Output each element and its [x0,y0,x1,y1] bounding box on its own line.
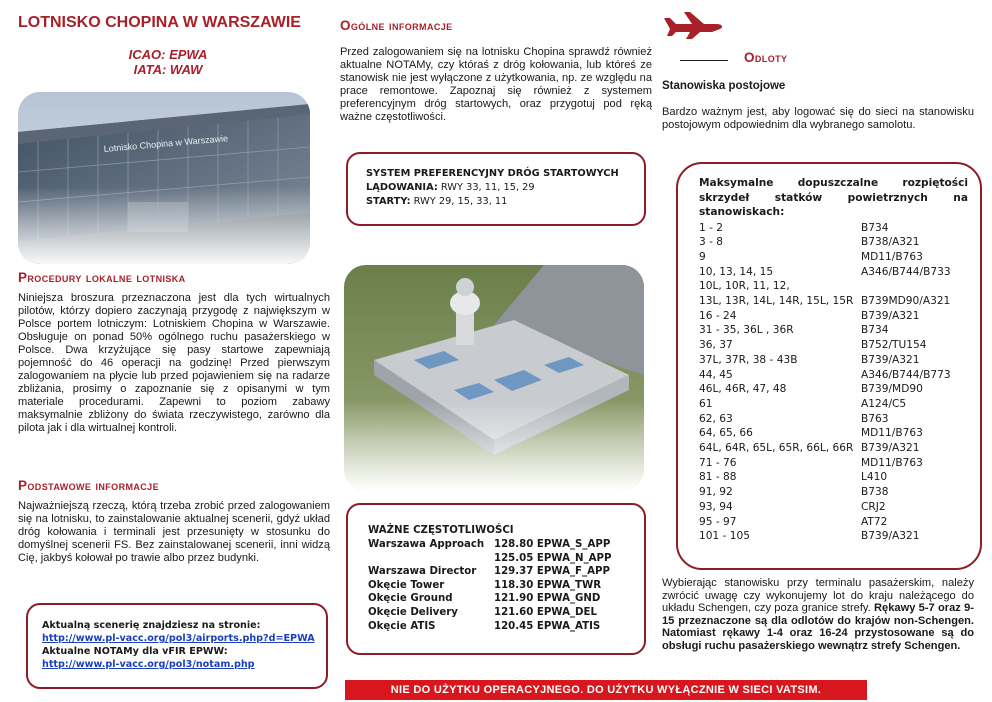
links-box [26,603,328,689]
max-aircraft-type: B739/A321 [861,309,920,322]
scenery-label: Aktualną scenerię znajdziesz na stronie: [42,620,261,631]
max-aircraft-type: B739/MD90 [861,383,923,396]
frequency-row: Warszawa Director 129.37 EPWA_F_APP [368,566,610,578]
schengen-text-bold: Rękawy 5-7 oraz 9-15 przeznaczone są dla odlotów do krajów non-Schengen. Natomiast rękawy 1-4 oraz 16-24 przystosowane są do obsługi ruchu pasażerskiego wewnątrz strefy Schengen. [662,602,974,652]
max-aircraft-type: B734 [861,324,889,337]
stands-text: Bardzo ważnym jest, aby logować się do sieci na stanowisku postojowym odpowiednim dla wybranego samolotu. [662,106,974,131]
max-aircraft-type: A346/B744/B733 [861,265,951,278]
airplane-departure-icon [662,10,724,40]
general-info-text: Przed zalogowaniem się na lotnisku Chopina sprawdź również aktualne NOTAMy, czy któraś z dróg kołowania, lub któreś ze stanowisk nie jest wyłączone z użytkowania, np. ze względu na prace remontowe. Zapoznaj się również z systemem preferencyjnym dróg startowych, oraz przygotuj pod ręką ważne częstotliwości. [340,46,652,123]
stand-numbers: 10L, 10R, 11, 12, [699,280,790,293]
frequencies-title: WAŻNE CZĘSTOTLIWOŚCI [368,525,514,536]
stand-numbers: 93, 94 [699,500,733,513]
max-aircraft-type: A346/B744/B773 [861,368,951,381]
wingspan-row [699,426,968,441]
basic-info-heading: Podstawowe informacje [18,478,159,493]
wingspan-row [699,515,968,530]
wingspan-row [699,294,968,309]
frequencies-table [368,538,644,633]
landings-label: LĄDOWANIA: [366,182,438,193]
wingspan-row [699,470,968,485]
wingspan-row [699,323,968,338]
stands-heading: Stanowiska postojowe [662,80,786,92]
wingspan-table [699,221,968,544]
wingspan-row [699,397,968,412]
wingspan-row [699,382,968,397]
stand-numbers: 9 [699,250,706,263]
airport-aerial-photo [344,265,644,490]
departures-heading: Odloty [744,50,788,65]
max-aircraft-type: CRJ2 [861,500,886,513]
max-aircraft-type: MD11/B763 [861,427,923,440]
wingspan-row [699,441,968,456]
page-title: LOTNISKO CHOPINA W WARSZAWIE [18,14,301,31]
max-aircraft-type: L410 [861,471,888,484]
wingspan-row [699,338,968,353]
max-aircraft-type: MD11/B763 [861,250,923,263]
general-info-heading: Ogólne informacje [340,18,453,33]
max-aircraft-type: B739/A321 [861,530,920,543]
max-aircraft-type: B739/A321 [861,353,920,366]
schengen-text [662,577,974,653]
max-aircraft-type: MD11/B763 [861,456,923,469]
procedures-text: Niniejsza broszura przeznaczona jest dla tych wirtualnych pilotów, którzy dopiero zaczynają przygodę z największym w Polsce portem lotniczym: Lotniskiem Chopina w Warszawie. Obsługuje on ponad 50% ogólnego ruchu pasażerskiego w Polsce. Dwa krzyżujące się pasy startowe zapewniają pojemność do 46 operacji na godzinę! Przed pierwszym zalogowaniem na płycie lub przed pojawieniem się na radarze zbliżania, prosimy o zapoznanie się z opisanymi w tym materiale procedurami. Zapewni to poziom zabawy maksymalnie zbliżony do świata rzeczywistego, zarówno dla pilota jak i dla wirtualnej kontroli. [18,292,330,434]
wingspan-row [699,368,968,383]
icao-code: ICAO: EPWA [128,47,208,62]
runway-box-title: SYSTEM PREFERENCYJNY DRÓG STARTOWYCH [366,168,619,179]
stand-numbers: 36, 37 [699,339,733,352]
stand-numbers: 95 - 97 [699,515,737,528]
max-aircraft-type: B739/A321 [861,442,920,455]
disclaimer-banner: NIE DO UŻYTKU OPERACYJNEGO. DO UŻYTKU WYŁĄCZNIE W SIECI VATSIM. [345,680,867,700]
frequency-row: Okęcie Delivery 121.60 EPWA_DEL [368,606,597,618]
stand-numbers: 44, 45 [699,368,733,381]
wingspan-row [699,250,968,265]
stand-numbers: 3 - 8 [699,236,724,249]
max-aircraft-type: B738 [861,486,889,499]
wingspan-row [699,221,968,236]
max-aircraft-type: B763 [861,412,889,425]
stand-numbers: 31 - 35, 36L , 36R [699,324,794,337]
takeoffs-label: STARTY: [366,196,411,207]
frequency-row: Okęcie Tower 118.30 EPWA_TWR [368,579,602,591]
stand-numbers: 16 - 24 [699,309,737,322]
stand-numbers: 62, 63 [699,412,733,425]
frequency-row: Warszawa Approach 128.80 EPWA_S_APP [368,539,611,550]
wingspan-row [699,279,968,294]
scenery-link[interactable]: http://www.pl-vacc.org/pol3/airports.php?d=EPWA [42,633,315,644]
max-aircraft-type: B734 [861,221,889,234]
stand-numbers: 46L, 46R, 47, 48 [699,383,787,396]
wingspan-row [699,485,968,500]
landings-runways: RWY 33, 11, 15, 29 [440,182,535,193]
wingspan-box [676,162,982,570]
iata-code: IATA: WAW [133,62,203,77]
wingspan-row [699,412,968,427]
notam-link[interactable]: http://www.pl-vacc.org/pol3/notam.php [42,659,255,670]
wingspan-row [699,500,968,515]
max-aircraft-type: B752/TU154 [861,339,927,352]
notam-label: Aktualne NOTAMy dla vFIR EPWW: [42,646,228,657]
wingspan-row [699,456,968,471]
stand-numbers: 91, 92 [699,486,733,499]
wingspan-row [699,265,968,280]
wingspan-row [699,353,968,368]
stand-numbers: 61 [699,397,713,410]
stand-numbers: 1 - 2 [699,221,724,234]
stand-numbers: 71 - 76 [699,456,737,469]
basic-info-text: Najważniejszą rzeczą, którą trzeba zrobić przed zalogowaniem się na lotnisku, to zainstalowanie aktualnej scenerii, gdyż układ dróg kołowania i terminali jest przesunięty w stosunku do domyślnej scenerii FS. Bez zainstalowanej scenerii, inni widzą Cię, jakbyś kołował po trawie albo przez budynki. [18,500,330,564]
stand-numbers: 64L, 64R, 65L, 65R, 66L, 66R [699,442,854,455]
stand-numbers: 101 - 105 [699,530,750,543]
max-aircraft-type: B739MD90/A321 [861,295,951,308]
runway-preference-box [346,152,646,226]
procedures-heading: Procedury lokalne lotniska [18,270,186,285]
frequency-row: Okęcie ATIS 120.45 EPWA_ATIS [368,620,601,632]
wingspan-title: Maksymalne dopuszczalne rozpiętości skrzydeł statków powietrznych na stanowiskach: [699,177,968,218]
stand-numbers: 10, 13, 14, 15 [699,265,774,278]
max-aircraft-type: B738/A321 [861,236,920,249]
wingspan-row [699,235,968,250]
frequencies-box [346,503,646,655]
max-aircraft-type: A124/C5 [861,397,907,410]
stand-numbers: 13L, 13R, 14L, 14R, 15L, 15R [699,295,854,308]
max-aircraft-type: AT72 [861,515,888,528]
wingspan-row [699,529,968,544]
frequency-row: 125.05 EPWA_N_APP [494,552,612,564]
stand-numbers: 37L, 37R, 38 - 43B [699,353,798,366]
wingspan-row [699,309,968,324]
stand-numbers: 64, 65, 66 [699,427,753,440]
terminal-photo [18,92,310,264]
schengen-text-plain: Wybierając stanowisku przy terminalu pasażerskim, należy zwrócić uwagę czy wykonujemy lot do kraju należącego do układu Schengen, czy poza granice strefy. [662,577,974,615]
takeoffs-runways: RWY 29, 15, 33, 11 [413,196,508,207]
heading-rule [680,60,728,61]
frequency-row: Okęcie Ground 121.90 EPWA_GND [368,593,601,605]
stand-numbers: 81 - 88 [699,471,737,484]
